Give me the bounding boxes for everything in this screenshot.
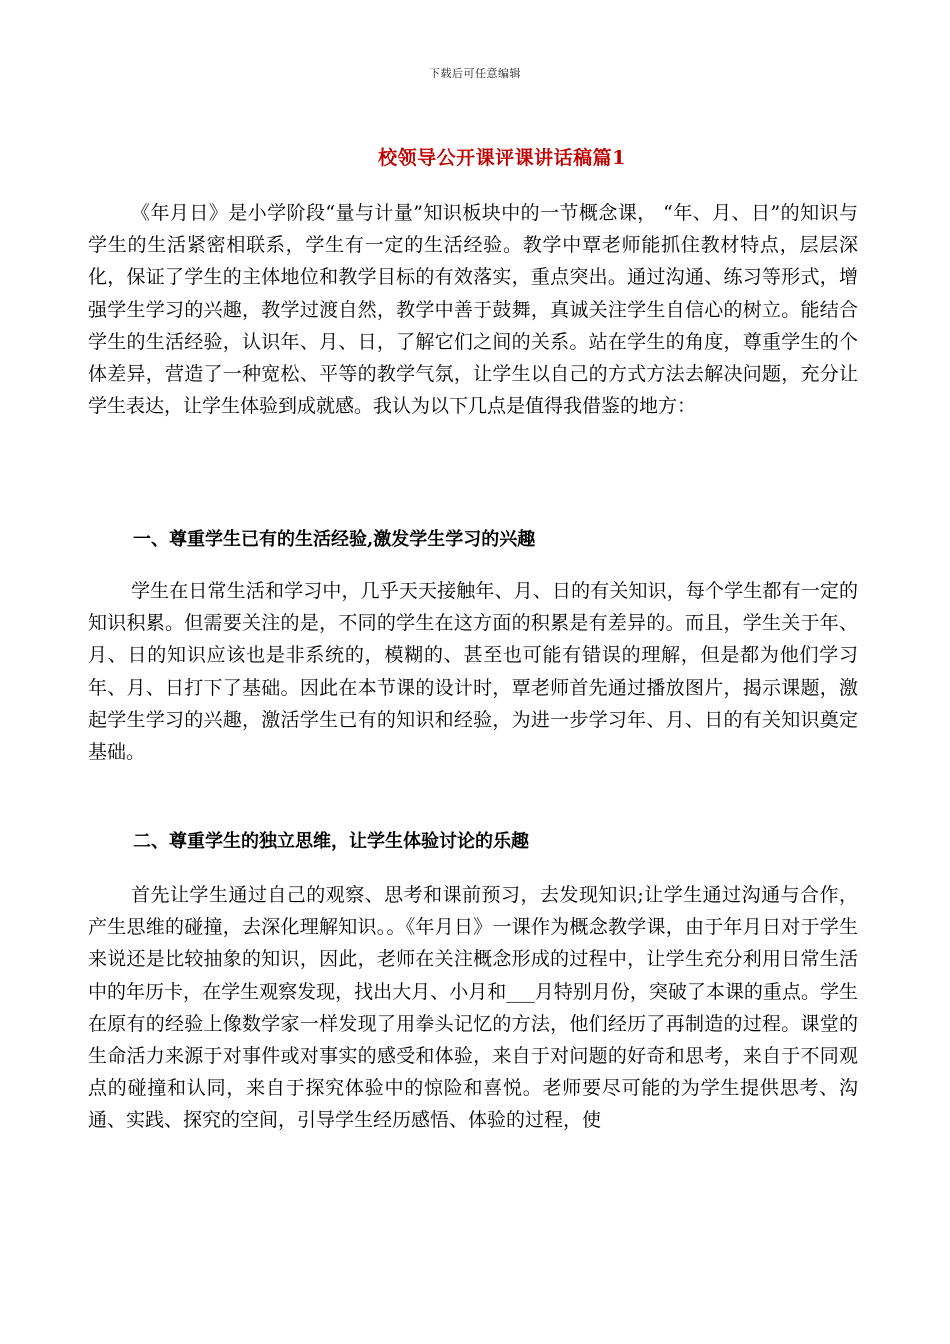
document-title: 校领导公开课评课讲话稿篇1	[378, 147, 626, 169]
paragraph-text: 首先让学生通过自己的观察、思考和课前预习，去发现知识;让学生通过沟通与合作，产生思维的碰撞，去深化理解知识。。《年月日》一课作为概念教学课，由于年月日对于学生来说还是比较抽象的知识，因此，老师在关注概念形成的过程中，让学生充分利用日常生活中的年历卡，在学生观察发现，找出大月、小月和___月特别月份，突破了本课的重点。学生在原有的经验上像数学家一样发现了用拳头记忆的方法，他们经历了再制造的过程。课堂的生命活力来源于对事件或对事实的感受和体验，来自于对问题的好奇和思考，来自于不同观点的碰撞和认同，来自于探究体验中的惊险和喜悦。老师要尽可能的为学生提供思考、沟通、实践、探究的空间，引导学生经历感悟、体验的过程，使	[88, 884, 858, 1132]
section-heading-2: 二、尊重学生的独立思维，让学生体验讨论的乐趣	[133, 831, 529, 852]
paragraph-section-2	[88, 879, 858, 1137]
paragraph-text: 《年月日》是小学阶段“量与计量”知识板块中的一节概念课， “年、月、日”的知识与学生的生活紧密相联系，学生有一定的生活经验。教学中覃老师能抓住教材特点，层层深化，保证了学生的主体地位和教学目标的有效落实，重点突出。通过沟通、练习等形式，增强学生学习的兴趣，教学过渡自然，教学中善于鼓舞，真诚关注学生自信心的树立。能结合学生的生活经验，认识年、月、日，了解它们之间的关系。站在学生的角度，尊重学生的个体差异，营造了一种宽松、平等的教学气氛，让学生以自己的方式方法去解决问题，充分让学生表达，让学生体验到成就感。我认为以下几点是值得我借鉴的地方：	[88, 202, 858, 418]
section-heading-1: 一、尊重学生已有的生活经验,激发学生学习的兴趣	[133, 529, 536, 550]
paragraph-text: 学生在日常生活和学习中，几乎天天接触年、月、日的有关知识，每个学生都有一定的知识积累。但需要关注的是，不同的学生在这方面的积累是有差异的。而且，学生关于年、月、日的知识应该也是非系统的，模糊的、甚至也可能有错误的理解，但是都为他们学习年、月、日打下了基础。因此在本节课的设计时，覃老师首先通过播放图片，揭示课题，激起学生学习的兴趣，激活学生已有的知识和经验，为进一步学习年、月、日的有关知识奠定基础。	[88, 580, 858, 764]
paragraph-section-1	[88, 575, 858, 768]
header-note: 下载后可任意编辑	[429, 67, 521, 80]
paragraph-intro	[88, 197, 858, 422]
